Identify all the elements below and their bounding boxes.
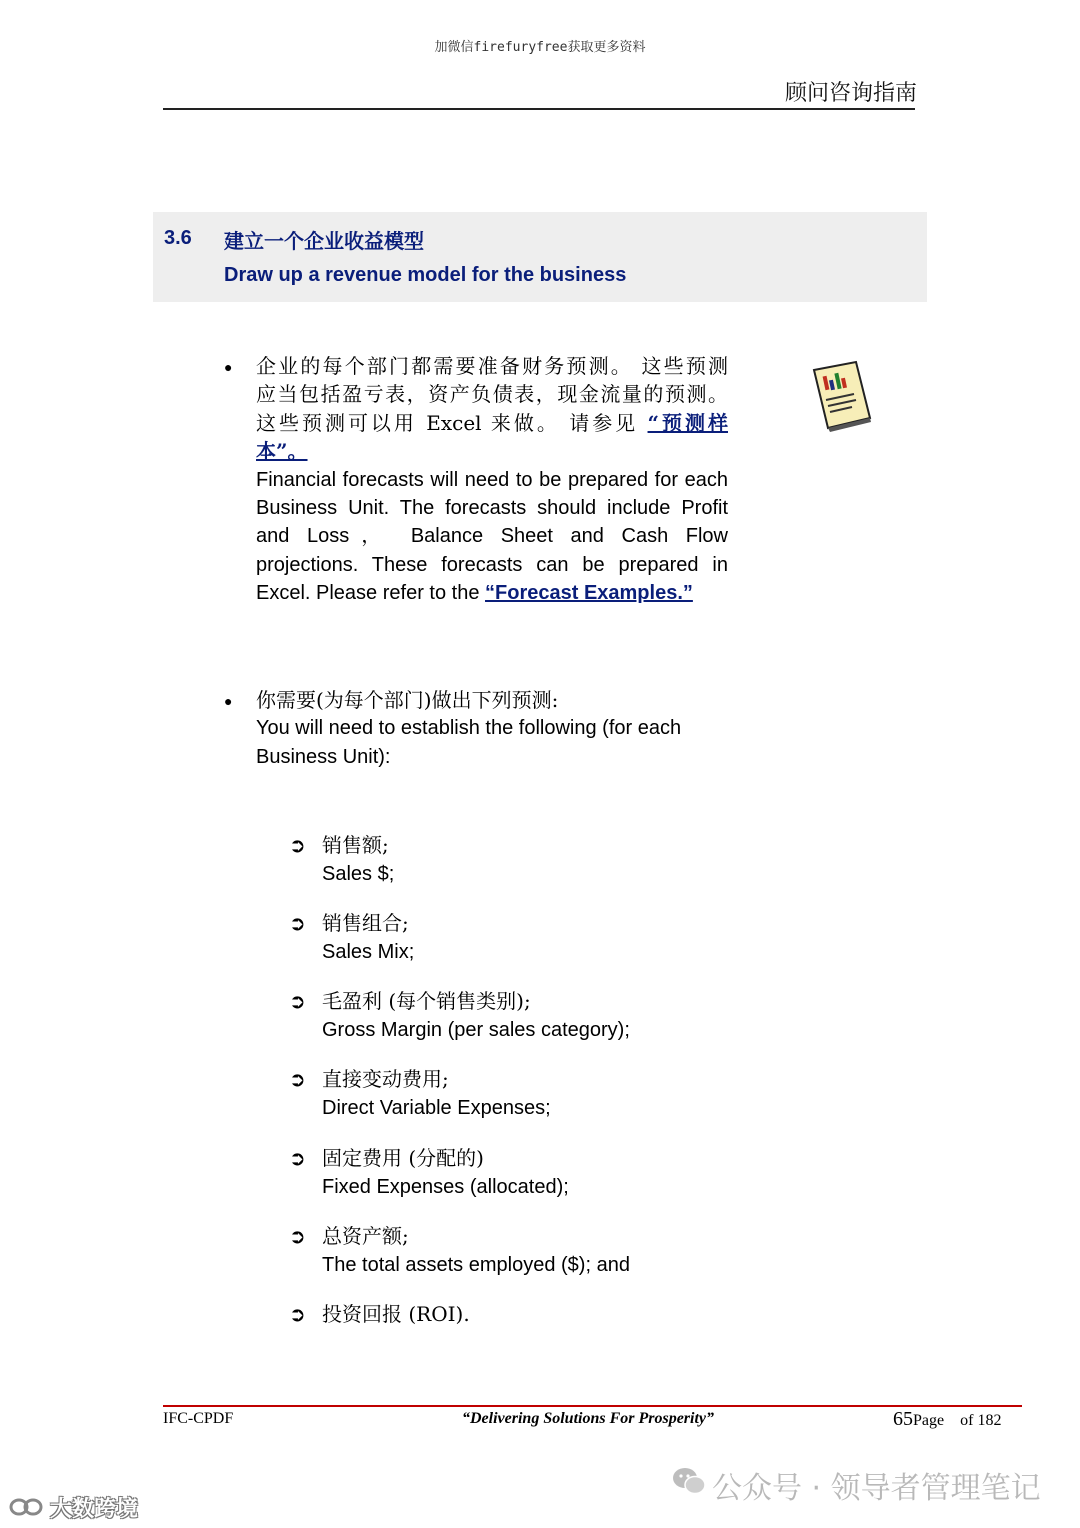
top-watermark: 加微信firefuryfree获取更多资料 bbox=[434, 40, 646, 55]
footer-page bbox=[893, 1408, 1001, 1431]
sub-item bbox=[322, 831, 394, 889]
sub-item-zh: 直接变动费用; bbox=[322, 1067, 449, 1091]
bullet1-zh-line3 bbox=[256, 409, 728, 437]
bullet-dot: ● bbox=[224, 693, 233, 709]
bullet2-en: You will need to establish the following (for each Business Unit): bbox=[256, 717, 682, 768]
sub-item-zh: 销售额; bbox=[322, 833, 389, 857]
sub-item bbox=[322, 987, 630, 1045]
bullet1-paragraph bbox=[256, 352, 728, 608]
bullet-dot: ● bbox=[224, 359, 233, 375]
page-label: Page bbox=[913, 1412, 945, 1429]
sub-item-zh: 总资产额; bbox=[322, 1224, 409, 1248]
page-number: 65 bbox=[893, 1408, 913, 1430]
footer-left: IFC-CPDF bbox=[163, 1410, 234, 1427]
sub-item-en: Sales $; bbox=[322, 863, 395, 885]
bullet1-zh-line1: 企业的每个部门都需要准备财务预测。 这些预测 bbox=[256, 354, 728, 378]
section-title-zh: 建立一个企业收益模型 bbox=[224, 229, 424, 253]
bullet2-zh: 你需要(为每个部门)做出下列预测: bbox=[256, 688, 559, 712]
sub-item bbox=[322, 1222, 630, 1280]
brand-watermark: 大数跨境 bbox=[50, 1497, 139, 1522]
circle-arrow-icon: ➲ bbox=[289, 1148, 306, 1170]
wechat-icon bbox=[672, 1466, 706, 1496]
section-title-en: Draw up a revenue model for the business bbox=[224, 264, 627, 286]
bullet1-en-text: Financial forecasts will need to be prepared for each Business Unit. The forecasts should include Profit and Loss， Balance Sheet and Cash Flow projections. These forecasts can be prepared in Excel. Please refer to the bbox=[256, 468, 728, 605]
sub-item-zh: 毛盈利 (每个销售类别); bbox=[322, 989, 531, 1013]
sub-item-zh: 销售组合; bbox=[322, 911, 409, 935]
circle-arrow-icon: ➲ bbox=[289, 913, 306, 935]
bullet2-paragraph bbox=[256, 686, 728, 771]
sub-item bbox=[322, 1300, 470, 1329]
footer-rule bbox=[163, 1405, 1022, 1407]
footer-slogan: “Delivering Solutions For Prosperity” bbox=[462, 1410, 715, 1427]
section-number: 3.6 bbox=[164, 227, 192, 249]
sub-item-en: The total assets employed ($); and bbox=[322, 1254, 630, 1276]
circle-arrow-icon: ➲ bbox=[289, 1226, 306, 1248]
bullet1-zh-line3-text: 这些预测可以用 Excel 来做。 请参见 bbox=[256, 410, 648, 435]
sub-item-en: Sales Mix; bbox=[322, 941, 415, 963]
circle-arrow-icon: ➲ bbox=[289, 835, 306, 857]
circle-arrow-icon: ➲ bbox=[289, 1304, 306, 1326]
sub-item-zh: 投资回报 (ROI). bbox=[322, 1302, 470, 1326]
circle-arrow-icon: ➲ bbox=[289, 991, 306, 1013]
circle-arrow-icon: ➲ bbox=[289, 1069, 306, 1091]
sub-item-en: Gross Margin (per sales category); bbox=[322, 1019, 630, 1041]
sub-item bbox=[322, 1065, 551, 1123]
forecast-samples-link-zh[interactable]: “预测样 bbox=[647, 410, 728, 435]
sub-item bbox=[322, 909, 414, 967]
forecast-examples-link[interactable]: “Forecast Examples.” bbox=[485, 582, 693, 605]
bullet1-en bbox=[256, 466, 728, 608]
page-total: of 182 bbox=[960, 1412, 1002, 1429]
bullet1-zh-line2: 应当包括盈亏表，资产负债表，现金流量的预测。 bbox=[256, 382, 728, 407]
sub-item-en: Direct Variable Expenses; bbox=[322, 1097, 551, 1119]
sub-item bbox=[322, 1144, 569, 1202]
sub-item-zh: 固定费用 (分配的) bbox=[322, 1146, 484, 1170]
loop-logo-icon bbox=[8, 1496, 46, 1518]
header-title: 顾问咨询指南 bbox=[784, 81, 917, 106]
header-rule bbox=[163, 108, 915, 110]
wechat-account-watermark: 公众号 · 领导者管理笔记 bbox=[712, 1471, 1041, 1506]
document-chart-icon bbox=[808, 358, 876, 434]
forecast-samples-link-zh-cont[interactable]: 本”。 bbox=[256, 439, 308, 464]
sub-item-en: Fixed Expenses (allocated); bbox=[322, 1176, 569, 1198]
